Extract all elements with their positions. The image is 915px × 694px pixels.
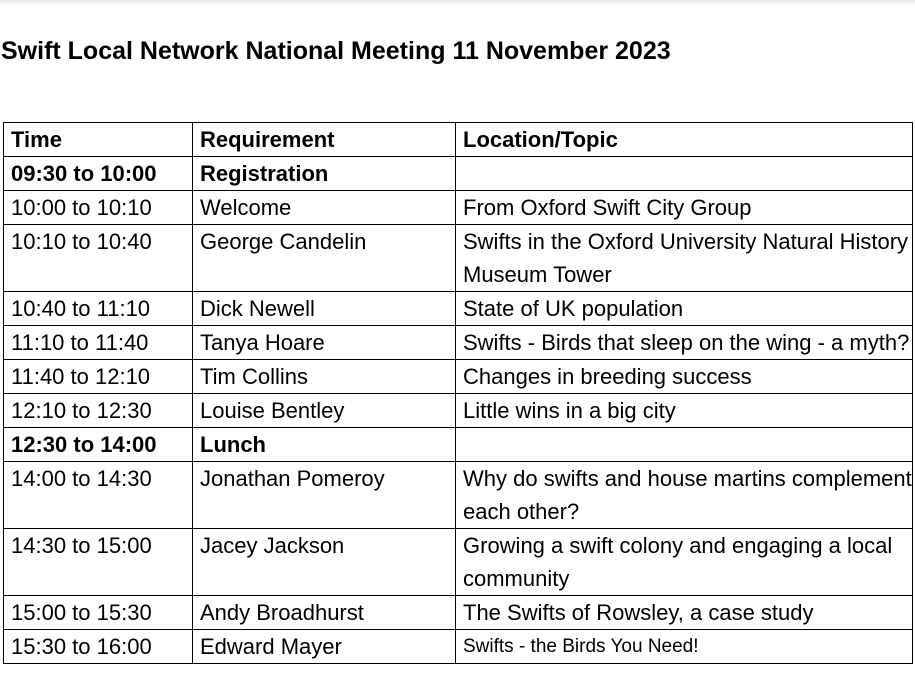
- cell-location: Little wins in a big city: [456, 394, 913, 428]
- cell-location: [456, 428, 913, 462]
- cell-time: 15:30 to 16:00: [4, 630, 193, 664]
- page-title: Swift Local Network National Meeting 11 November 2023: [1, 37, 671, 65]
- cell-requirement: George Candelin: [193, 225, 456, 292]
- cell-time: 14:30 to 15:00: [4, 529, 193, 596]
- header-location-topic: Location/Topic: [456, 123, 913, 157]
- cell-location: The Swifts of Rowsley, a case study: [456, 596, 913, 630]
- cell-requirement: Dick Newell: [193, 292, 456, 326]
- cell-requirement: Welcome: [193, 191, 456, 225]
- cell-requirement: Jacey Jackson: [193, 529, 456, 596]
- cell-requirement: Registration: [193, 157, 456, 191]
- table-row: [4, 225, 913, 292]
- cell-requirement: Tanya Hoare: [193, 326, 456, 360]
- table-row: [4, 157, 913, 191]
- schedule-table: [3, 122, 913, 664]
- cell-location: [456, 157, 913, 191]
- table-row: [4, 462, 913, 529]
- cell-location: Why do swifts and house martins complement each other?: [456, 462, 913, 529]
- table-row: [4, 428, 913, 462]
- cell-requirement: Edward Mayer: [193, 630, 456, 664]
- cell-time: 12:10 to 12:30: [4, 394, 193, 428]
- cell-location: Swifts - Birds that sleep on the wing - a myth?: [456, 326, 913, 360]
- table-row: [4, 360, 913, 394]
- cell-time: 09:30 to 10:00: [4, 157, 193, 191]
- cell-requirement: Jonathan Pomeroy: [193, 462, 456, 529]
- header-time: Time: [4, 123, 193, 157]
- cell-location: Growing a swift colony and engaging a local community: [456, 529, 913, 596]
- cell-location: Swifts - the Birds You Need!: [456, 630, 913, 664]
- table-row: [4, 326, 913, 360]
- cell-requirement: Lunch: [193, 428, 456, 462]
- cell-time: 10:40 to 11:10: [4, 292, 193, 326]
- cell-time: 14:00 to 14:30: [4, 462, 193, 529]
- cell-time: 11:40 to 12:10: [4, 360, 193, 394]
- cell-location: Changes in breeding success: [456, 360, 913, 394]
- table-row: [4, 630, 913, 664]
- table-header-row: [4, 123, 913, 157]
- cell-location: From Oxford Swift City Group: [456, 191, 913, 225]
- cell-requirement: Tim Collins: [193, 360, 456, 394]
- cell-time: 12:30 to 14:00: [4, 428, 193, 462]
- table-row: [4, 529, 913, 596]
- header-requirement: Requirement: [193, 123, 456, 157]
- cell-location: Swifts in the Oxford University Natural History Museum Tower: [456, 225, 913, 292]
- table-row: [4, 191, 913, 225]
- cell-time: 11:10 to 11:40: [4, 326, 193, 360]
- cell-requirement: Louise Bentley: [193, 394, 456, 428]
- cell-requirement: Andy Broadhurst: [193, 596, 456, 630]
- cell-time: 10:10 to 10:40: [4, 225, 193, 292]
- cell-location: State of UK population: [456, 292, 913, 326]
- table-row: [4, 292, 913, 326]
- cell-time: 15:00 to 15:30: [4, 596, 193, 630]
- table-row: [4, 596, 913, 630]
- table-row: [4, 394, 913, 428]
- cell-time: 10:00 to 10:10: [4, 191, 193, 225]
- window-top-edge: [0, 0, 915, 6]
